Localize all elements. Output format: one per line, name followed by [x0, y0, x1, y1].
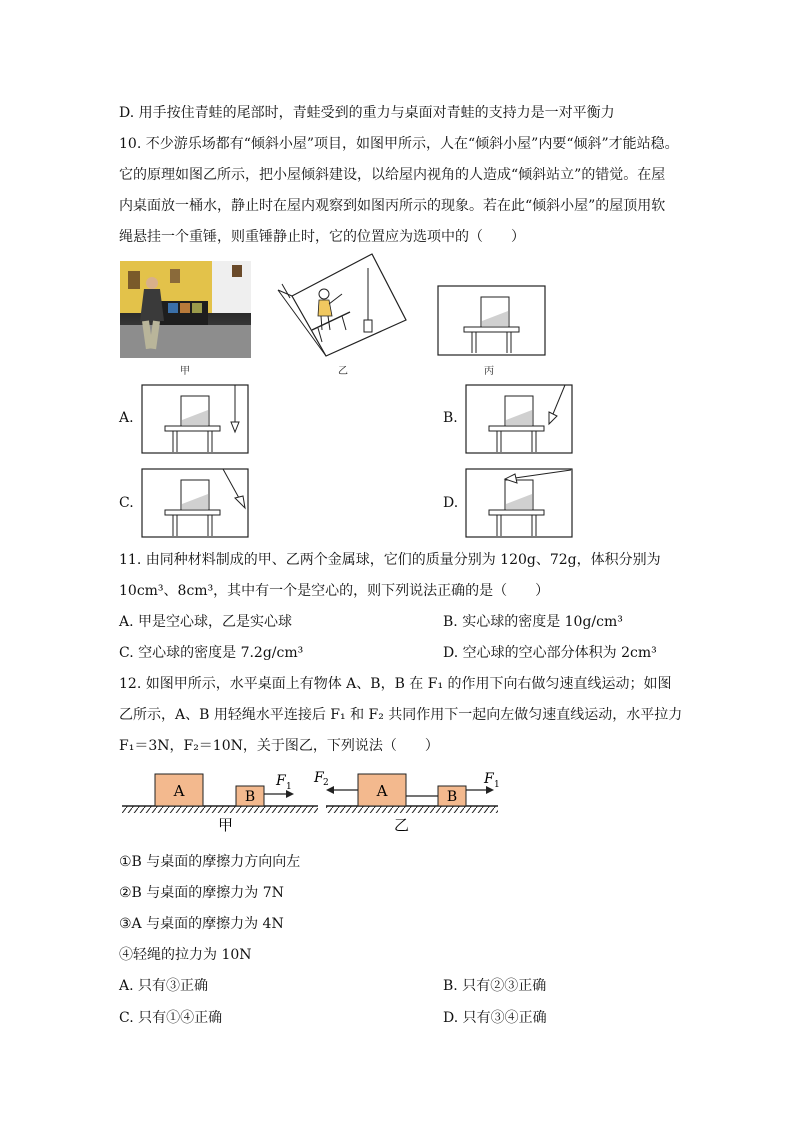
q10-stem-line-3: 内桌面放一桶水，静止时在屋内观察到如图丙所示的现象。若在此“倾斜小屋”的屋顶用软 [119, 198, 666, 214]
figure-caption-jia: 甲 [180, 366, 190, 377]
bucket-on-table-diagram [437, 285, 547, 357]
force-f2-subscript: 2 [323, 778, 329, 788]
q11-stem-line-1: 11. 由同种材料制成的甲、乙两个金属球，它们的质量分别为 120g、72g，体积分别为 [119, 552, 661, 568]
q12-option-d[interactable]: D. 只有③④正确 [443, 1010, 547, 1026]
figure-caption-yi: 乙 [338, 366, 348, 377]
q10-option-a-label[interactable]: A. [119, 410, 134, 426]
block-b-label: B [244, 789, 256, 805]
q11-option-a[interactable]: A. 甲是空心球，乙是实心球 [119, 614, 293, 630]
q12-stem-line-1: 12. 如图甲所示，水平桌面上有物体 A、B，B 在 F₁ 的作用下向右做匀速直线运动；如图 [119, 676, 672, 692]
q10-option-a-figure[interactable] [141, 384, 249, 454]
tilted-house-photo [120, 261, 251, 358]
q12-option-c[interactable]: C. 只有①④正确 [119, 1010, 223, 1026]
force-f2-label: F [314, 770, 324, 786]
q12-figure-caption-yi: 乙 [394, 816, 410, 834]
block-b-label-yi: B [446, 789, 458, 805]
q12-option-a[interactable]: A. 只有③正确 [119, 978, 209, 994]
tilted-house-diagram [272, 250, 412, 358]
q12-statement-4: ④轻绳的拉力为 10N [119, 947, 252, 963]
force-f1-subscript: 1 [286, 782, 292, 792]
q11-stem-line-2: 10cm³、8cm³，其中有一个是空心的，则下列说法正确的是（ ） [119, 583, 550, 599]
q12-option-b[interactable]: B. 只有②③正确 [443, 978, 547, 994]
force-f1-label: F [276, 773, 286, 789]
q10-option-d-figure[interactable] [465, 468, 573, 538]
figure-caption-bing: 丙 [484, 366, 494, 377]
force-f1-label-yi: F [484, 771, 494, 787]
force-f1-subscript-yi: 1 [494, 780, 500, 790]
q11-option-d[interactable]: D. 空心球的空心部分体积为 2cm³ [443, 645, 657, 661]
q10-option-b-figure[interactable] [465, 384, 573, 454]
q12-figure-jia [120, 768, 320, 834]
block-a-label: A [173, 782, 185, 800]
q10-stem-line-1: 10. 不少游乐场都有“倾斜小屋”项目，如图甲所示，人在“倾斜小屋”内要“倾斜”才能站稳。 [119, 136, 679, 152]
q12-stem-line-3: F₁＝3N，F₂＝10N，关于图乙，下列说法（ ） [119, 738, 439, 754]
q12-statement-3: ③A 与桌面的摩擦力为 4N [119, 916, 284, 932]
q10-stem-line-2: 它的原理如图乙所示，把小屋倾斜建设，以给屋内视角的人造成“倾斜站立”的错觉。在屋 [119, 167, 666, 183]
q12-statement-2: ②B 与桌面的摩擦力为 7N [119, 885, 284, 901]
q12-figure-yi [314, 768, 510, 834]
q10-option-d-label[interactable]: D. [443, 495, 459, 511]
q10-stem-line-4: 绳悬挂一个重锤，则重锤静止时，它的位置应为选项中的（ ） [119, 229, 525, 245]
q10-option-c-figure[interactable] [141, 468, 249, 538]
q10-option-b-label[interactable]: B. [443, 410, 458, 426]
q12-statement-1: ①B 与桌面的摩擦力方向向左 [119, 854, 301, 870]
q12-stem-line-2: 乙所示，A、B 用轻绳水平连接后 F₁ 和 F₂ 共同作用下一起向左做匀速直线运动，水平拉力 [119, 707, 683, 723]
block-a-label-yi: A [376, 782, 388, 800]
q12-figure-caption-jia: 甲 [218, 816, 234, 834]
q10-option-c-label[interactable]: C. [119, 495, 134, 511]
q11-option-c[interactable]: C. 空心球的密度是 7.2g/cm³ [119, 645, 304, 661]
q11-option-b[interactable]: B. 实心球的密度是 10g/cm³ [443, 614, 623, 630]
q9-option-d: D. 用手按住青蛙的尾部时，青蛙受到的重力与桌面对青蛙的支持力是一对平衡力 [119, 105, 615, 121]
